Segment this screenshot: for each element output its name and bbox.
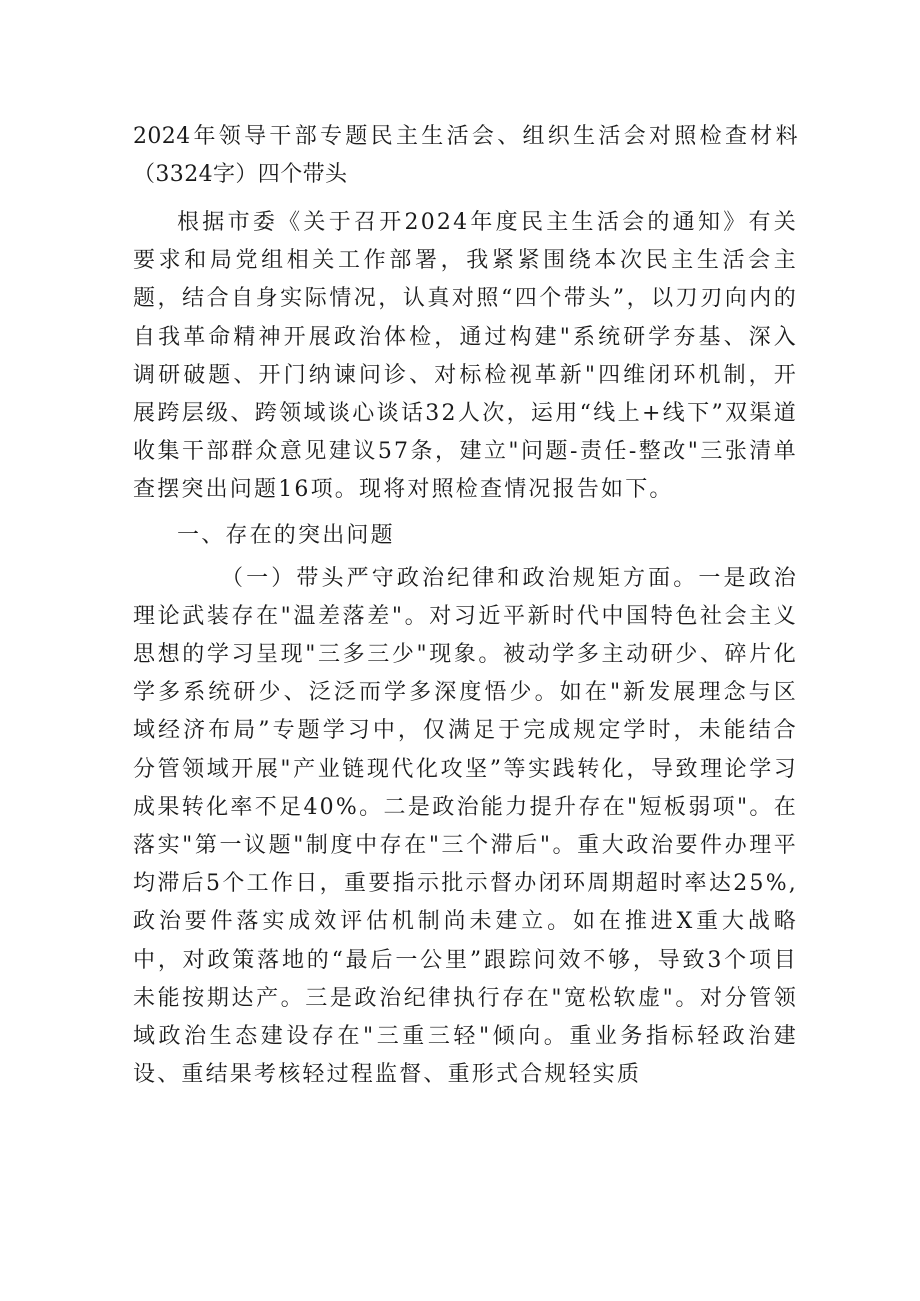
document-body: [133, 118, 798, 1094]
section-paragraph: （一）带头严守政治纪律和政治规矩方面。一是政治理论武装存在"温差落差"。对习近平新时代中国特色社会主义思想的学习呈现"三多三少"现象。被动学多主动研少、碎片化学多系统研少、泛泛而学多深度悟少。如在"新发展理念与区域经济布局”专题学习中，仅满足于完成规定学时，未能结合分管领域开展"产业链现代化攻坚”等实践转化，导致理论学习成果转化率不足40%。二是政治能力提升存在"短板弱项"。在落实"第一议题"制度中存在"三个滞后"。重大政治要件办理平均滞后5个工作日，重要指示批示督办闭环周期超时率达25%,政治要件落实成效评估机制尚未建立。如在推进X重大战略中，对政策落地的“最后一公里”跟踪问效不够，导致3个项目未能按期达产。三是政治纪律执行存在"宽松软虚"。对分管领域政治生态建设存在"三重三轻"倾向。重业务指标轻政治建设、重结果考核轻过程监督、重形式合规轻实质: [133, 565, 798, 1088]
intro-paragraph: 根据市委《关于召开2024年度民主生活会的通知》有关要求和局党组相关工作部署，我紧紧围绕本次民主生活会主题，结合自身实际情况，认真对照“四个带头”，以刀刃向内的自我革命精神开展政治体检，通过构建"系统研学夯基、深入调研破题、开门纳谏问诊、对标检视革新"四维闭环机制，开展跨层级、跨领域谈心谈话32人次，运用“线上+线下”双渠道收集干部群众意见建议57条，建立"问题-责任-整改"三张清单查摆突出问题16项。现将对照检查情况报告如下。: [133, 210, 798, 503]
section-heading: 一、存在的突出问题: [177, 522, 395, 548]
document-title: 2024年领导干部专题民主生活会、组织生活会对照检查材料（3324字）四个带头: [133, 124, 798, 187]
